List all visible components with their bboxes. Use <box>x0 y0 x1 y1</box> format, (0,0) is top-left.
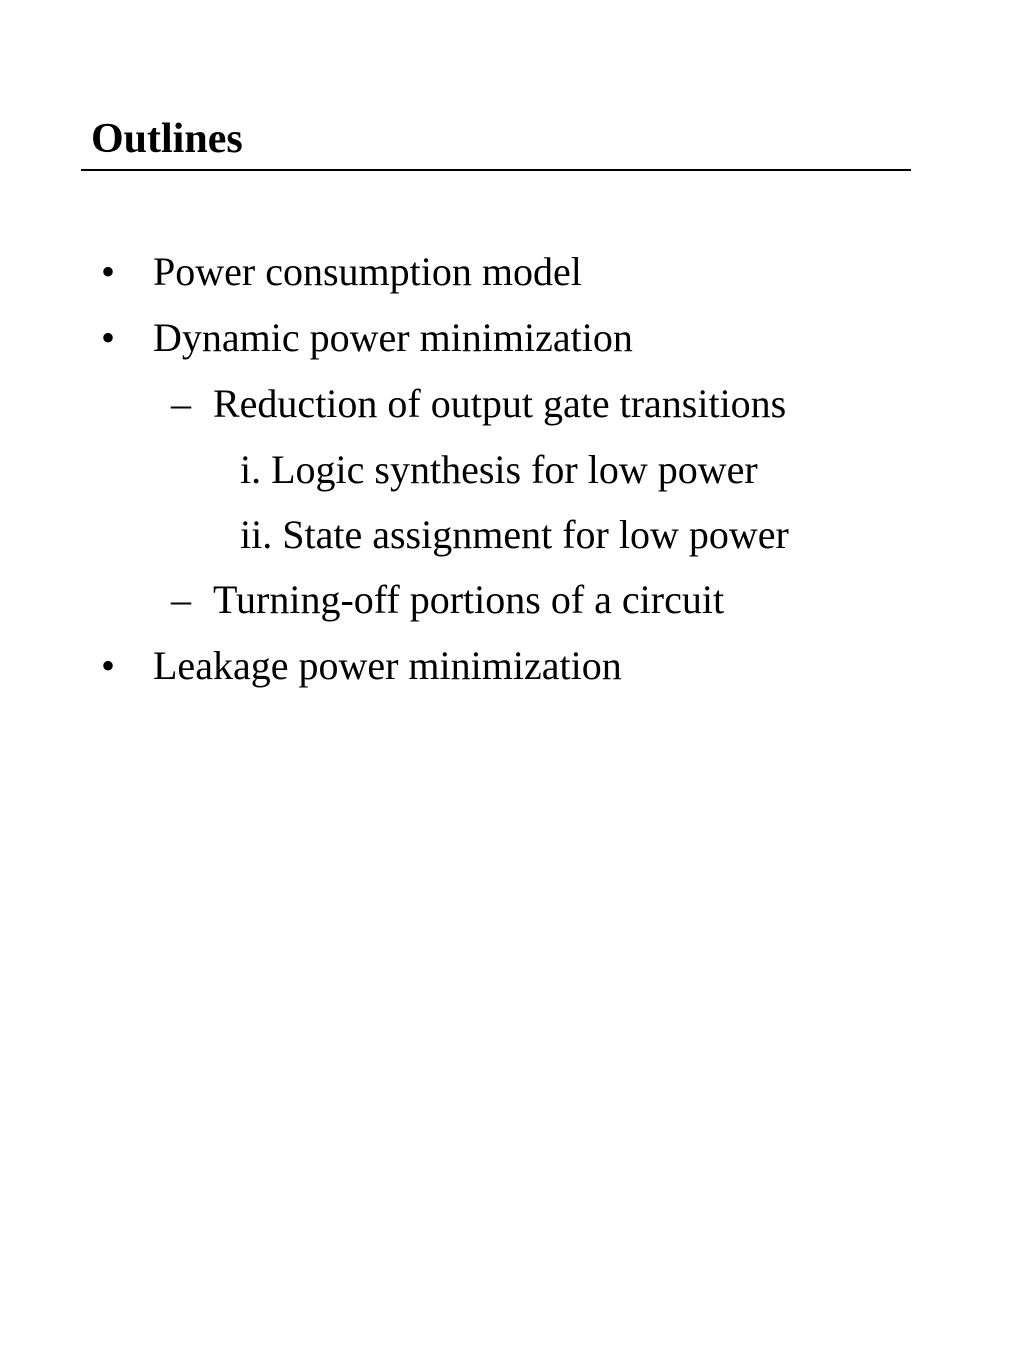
outline-item-text: Dynamic power minimization <box>153 315 633 360</box>
dash-marker: – <box>171 381 191 426</box>
bullet-marker: • <box>101 315 116 360</box>
dash-marker: – <box>171 577 191 622</box>
bullet-marker: • <box>101 249 116 294</box>
outline-subitem-text: Reduction of output gate transitions <box>213 381 787 426</box>
slide-title: Outlines <box>91 116 243 162</box>
bullet-marker: • <box>101 643 116 688</box>
outline-subsubitem-text: ii. State assignment for low power <box>240 512 789 557</box>
outline-item-text: Power consumption model <box>153 249 582 294</box>
outline-subsubitem-text: i. Logic synthesis for low power <box>240 447 758 492</box>
outline-item-text: Leakage power minimization <box>153 643 622 688</box>
outline-subitem-text: Turning-off portions of a circuit <box>213 577 725 622</box>
title-underline <box>81 169 911 171</box>
